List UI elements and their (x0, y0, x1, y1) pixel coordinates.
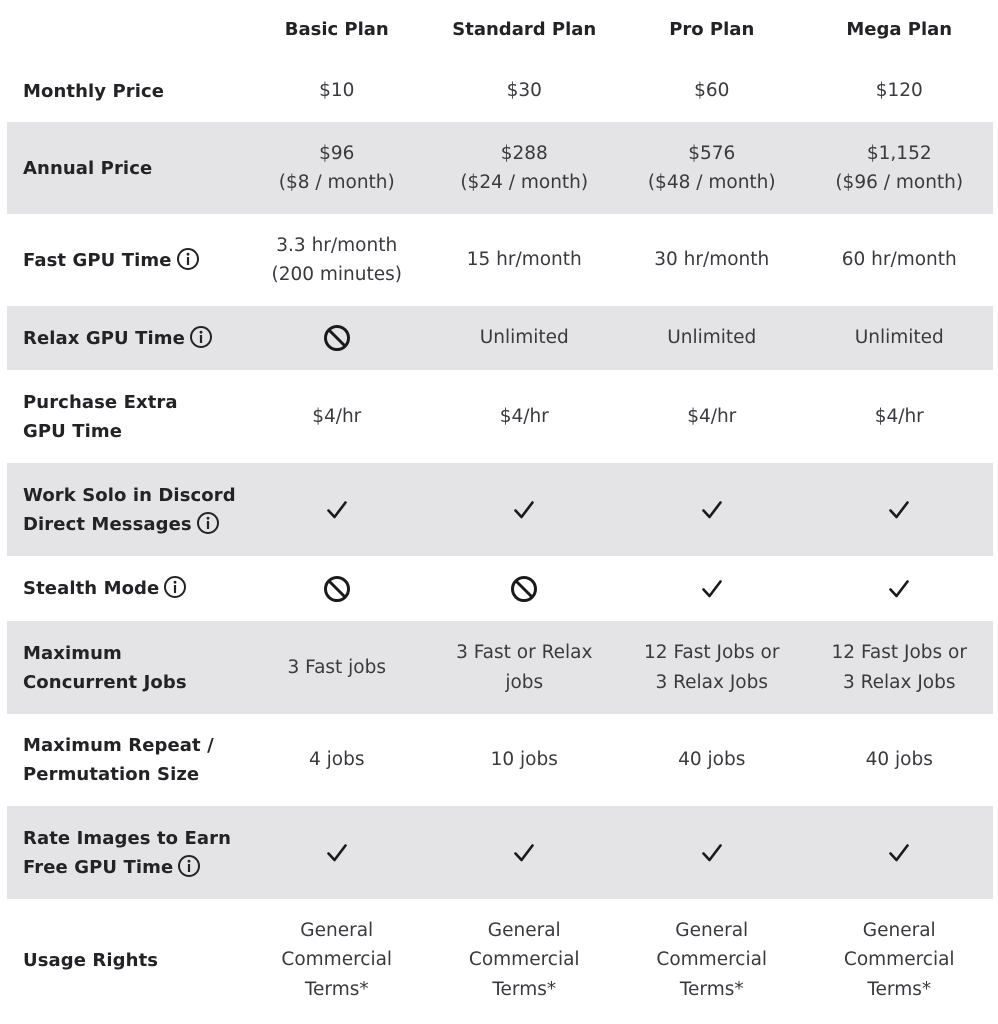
table-row (7, 899, 993, 1021)
plan-value-cell (806, 638, 994, 697)
feature-label (7, 639, 243, 697)
feature-label-text: Fast GPU Time (23, 249, 172, 271)
plan-value-cell (618, 916, 806, 1005)
info-icon[interactable] (196, 511, 220, 535)
plan-value-text: $1,152 ($96 / month) (835, 142, 964, 193)
feature-label (7, 324, 243, 353)
plan-value-cell (806, 841, 994, 865)
plan-header-basic: Basic Plan (284, 19, 389, 41)
feature-label (7, 731, 243, 789)
info-icon[interactable] (189, 325, 213, 349)
plan-value-text: General Commercial Terms* (468, 919, 580, 1000)
feature-label-text: Maximum Repeat / (23, 735, 214, 756)
plan-value-text: $576 ($48 / month) (647, 142, 776, 193)
feature-label-text: Work Solo in Discord (23, 484, 236, 506)
plan-value-cell (431, 76, 619, 106)
feature-label (7, 824, 243, 882)
feature-label-text: Relax GPU Time (23, 327, 185, 349)
plan-value-text: 15 hr/month (466, 249, 582, 271)
plan-value-cell (806, 498, 994, 522)
feature-label-text: Permutation Size (23, 764, 200, 785)
plan-value-text: 40 jobs (865, 749, 933, 771)
plan-value-cell (243, 231, 431, 290)
plan-value-cell (618, 139, 806, 198)
plan-value-cell (431, 745, 619, 775)
feature-label-text: Monthly Price (23, 80, 165, 102)
plan-value-text: 40 jobs (678, 749, 746, 771)
plan-value-cell (618, 498, 806, 522)
plan-value-cell (618, 638, 806, 697)
feature-label-text: Maximum (23, 642, 122, 664)
plan-value-cell (243, 323, 431, 353)
plan-value-cell (243, 745, 431, 775)
plan-value-cell (243, 76, 431, 106)
feature-label (7, 246, 243, 275)
table-row (7, 463, 993, 556)
check-icon (887, 498, 911, 522)
check-icon (325, 841, 349, 865)
plan-value-cell (618, 577, 806, 601)
table-row (7, 714, 993, 806)
plan-value-text: 3 Fast or Relax jobs (456, 642, 593, 693)
feature-label-text: Stealth Mode (23, 578, 160, 599)
not-included-icon (322, 323, 352, 353)
plan-value-cell (243, 402, 431, 432)
check-icon (700, 498, 724, 522)
check-icon (887, 841, 911, 865)
plan-value-text: 10 jobs (490, 749, 558, 771)
feature-label-text: Usage Rights (23, 949, 159, 971)
plan-value-text: Unlimited (479, 327, 569, 349)
plan-value-cell (431, 574, 619, 604)
table-row (7, 122, 993, 214)
plan-header-standard: Standard Plan (452, 19, 597, 41)
feature-label-text: Free GPU Time (23, 856, 174, 878)
plan-value-text: 3 Fast jobs (287, 656, 387, 678)
table-body (7, 60, 993, 1021)
plan-value-text: $120 (875, 80, 923, 102)
table-row (7, 806, 993, 899)
table-row (7, 214, 993, 306)
feature-label-text: Purchase Extra (23, 391, 178, 413)
info-icon[interactable] (176, 247, 200, 271)
feature-label-text: Direct Messages (23, 513, 192, 535)
plan-value-text: General Commercial Terms* (281, 919, 393, 1000)
plan-value-cell (243, 498, 431, 522)
plan-value-text: Unlimited (667, 327, 757, 349)
plan-value-text: Unlimited (854, 327, 944, 349)
table-row (7, 370, 993, 463)
plan-header-row (7, 0, 993, 60)
plan-value-cell (243, 916, 431, 1005)
plan-value-cell (243, 574, 431, 604)
plan-value-cell (431, 245, 619, 275)
plan-value-cell (243, 653, 431, 683)
plan-value-cell (806, 323, 994, 353)
plan-value-text: General Commercial Terms* (656, 919, 768, 1000)
plan-value-cell (806, 916, 994, 1005)
plan-value-cell (431, 638, 619, 697)
feature-label (7, 946, 243, 975)
plan-value-text: 12 Fast Jobs or 3 Relax Jobs (644, 642, 780, 693)
feature-label-text: Rate Images to Earn (23, 827, 232, 849)
plan-value-cell (243, 841, 431, 865)
table-row (7, 60, 993, 122)
plan-value-cell (806, 76, 994, 106)
plan-value-text: 4 jobs (309, 749, 365, 771)
feature-label (7, 154, 243, 183)
plan-value-cell (618, 402, 806, 432)
plan-value-text: $10 (319, 80, 355, 102)
plan-value-cell (806, 245, 994, 275)
plan-value-text: General Commercial Terms* (843, 919, 955, 1000)
check-icon (700, 841, 724, 865)
plan-value-cell (618, 245, 806, 275)
plan-value-text: $60 (694, 80, 730, 102)
plan-header-pro: Pro Plan (669, 19, 755, 41)
plan-value-cell (431, 916, 619, 1005)
table-row (7, 621, 993, 714)
plan-value-cell (618, 745, 806, 775)
plan-value-cell (806, 577, 994, 601)
feature-label (7, 388, 243, 446)
plan-value-cell (618, 76, 806, 106)
plan-value-text: $30 (506, 80, 542, 102)
plan-value-cell (618, 841, 806, 865)
plan-value-cell (618, 323, 806, 353)
not-included-icon (509, 574, 539, 604)
plan-value-cell (806, 402, 994, 432)
check-icon (512, 841, 536, 865)
plan-value-text: 12 Fast Jobs or 3 Relax Jobs (831, 642, 967, 693)
plan-value-text: $4/hr (499, 405, 549, 427)
feature-label (7, 77, 243, 106)
plan-value-text: $96 ($8 / month) (278, 142, 395, 193)
table-row (7, 306, 993, 370)
plan-header-mega: Mega Plan (846, 19, 953, 41)
check-icon (700, 577, 724, 601)
plan-value-text: $4/hr (874, 405, 924, 427)
info-icon[interactable] (177, 854, 201, 878)
check-icon (512, 498, 536, 522)
plan-value-cell (431, 402, 619, 432)
plan-value-text: $4/hr (687, 405, 737, 427)
plan-value-cell (806, 139, 994, 198)
info-icon[interactable] (163, 575, 187, 599)
pricing-table (7, 0, 993, 1021)
feature-label-text: GPU Time (23, 420, 123, 442)
not-included-icon (322, 574, 352, 604)
plan-value-text: 60 hr/month (841, 249, 957, 271)
table-row (7, 556, 993, 621)
plan-value-cell (431, 323, 619, 353)
feature-label (7, 574, 243, 603)
feature-label-text: Annual Price (23, 157, 153, 179)
plan-value-text: 30 hr/month (654, 249, 770, 271)
plan-value-cell (431, 139, 619, 198)
plan-value-cell (431, 841, 619, 865)
check-icon (887, 577, 911, 601)
plan-value-text: $4/hr (312, 405, 362, 427)
plan-value-cell (806, 745, 994, 775)
plan-value-cell (243, 139, 431, 198)
feature-label (7, 481, 243, 539)
check-icon (325, 498, 349, 522)
plan-value-text: 3.3 hr/month (200 minutes) (271, 234, 402, 285)
plan-value-cell (431, 498, 619, 522)
feature-label-text: Concurrent Jobs (23, 671, 187, 693)
plan-value-text: $288 ($24 / month) (460, 142, 589, 193)
